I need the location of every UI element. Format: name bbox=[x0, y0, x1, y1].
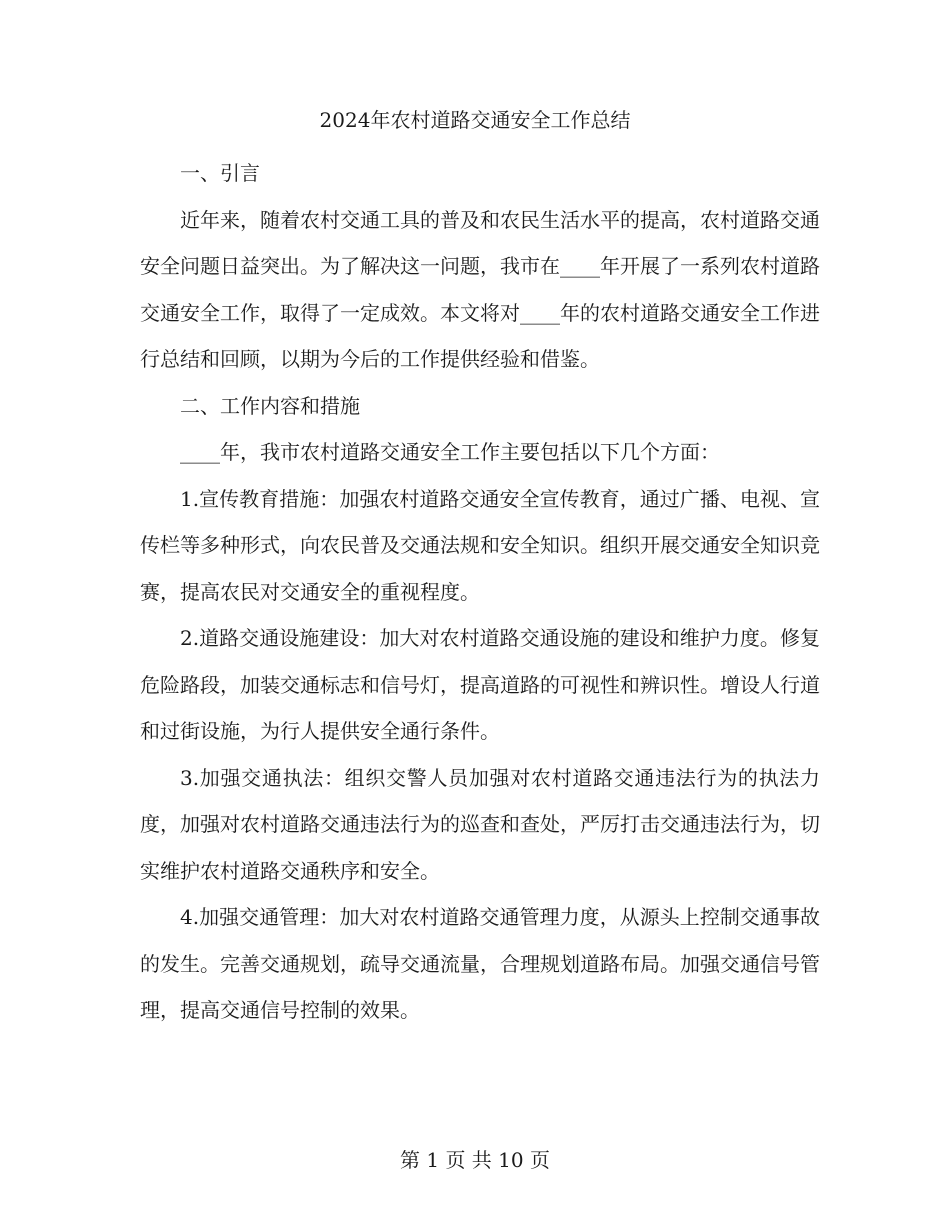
paragraph-item-4: 4.加强交通管理：加大对农村道路交通管理力度，从源头上控制交通事故的发生。完善交通规划，疏导交通流量，合理规划道路布局。加强交通信号管理，提高交通信号控制的效果。 bbox=[140, 905, 820, 1022]
paragraph-item-3: 3.加强交通执法：组织交警人员加强对农村道路交通违法行为的执法力度，加强对农村道路交通违法行为的巡查和查处，严厉打击交通违法行为，切实维护农村道路交通秩序和安全。 bbox=[140, 765, 820, 883]
paragraph-item-1: 1.宣传教育措施：加强农村道路交通安全宣传教育，通过广播、电视、宣传栏等多种形式，向农民普及交通法规和安全知识。组织开展交通安全知识竞赛，提高农民对交通安全的重视程度。 bbox=[140, 486, 820, 604]
section-heading-content-measures: 二、工作内容和措施 bbox=[180, 393, 360, 418]
document-body bbox=[140, 150, 820, 1034]
paragraph-introduction: 近年来，随着农村交通工具的普及和农民生活水平的提高，农村道路交通安全问题日益突出。为了解决这一问题，我市在____年开展了一系列农村道路交通安全工作，取得了一定成效。本文将对____年的农村道路交通安全工作进行总结和回顾，以期为今后的工作提供经验和借鉴。 bbox=[140, 207, 820, 371]
document-title: 2024年农村道路交通安全工作总结 bbox=[319, 108, 631, 132]
page-number-footer: 第 1 页 共 10 页 bbox=[400, 1148, 550, 1172]
section-heading-introduction: 一、引言 bbox=[180, 161, 260, 185]
paragraph-item-2: 2.道路交通设施建设：加大对农村道路交通设施的建设和维护力度。修复危险路段，加装交通标志和信号灯，提高道路的可视性和辨识性。增设人行道和过街设施，为行人提供安全通行条件。 bbox=[140, 626, 820, 743]
paragraph-overview: ____年，我市农村道路交通安全工作主要包括以下几个方面： bbox=[180, 440, 720, 464]
